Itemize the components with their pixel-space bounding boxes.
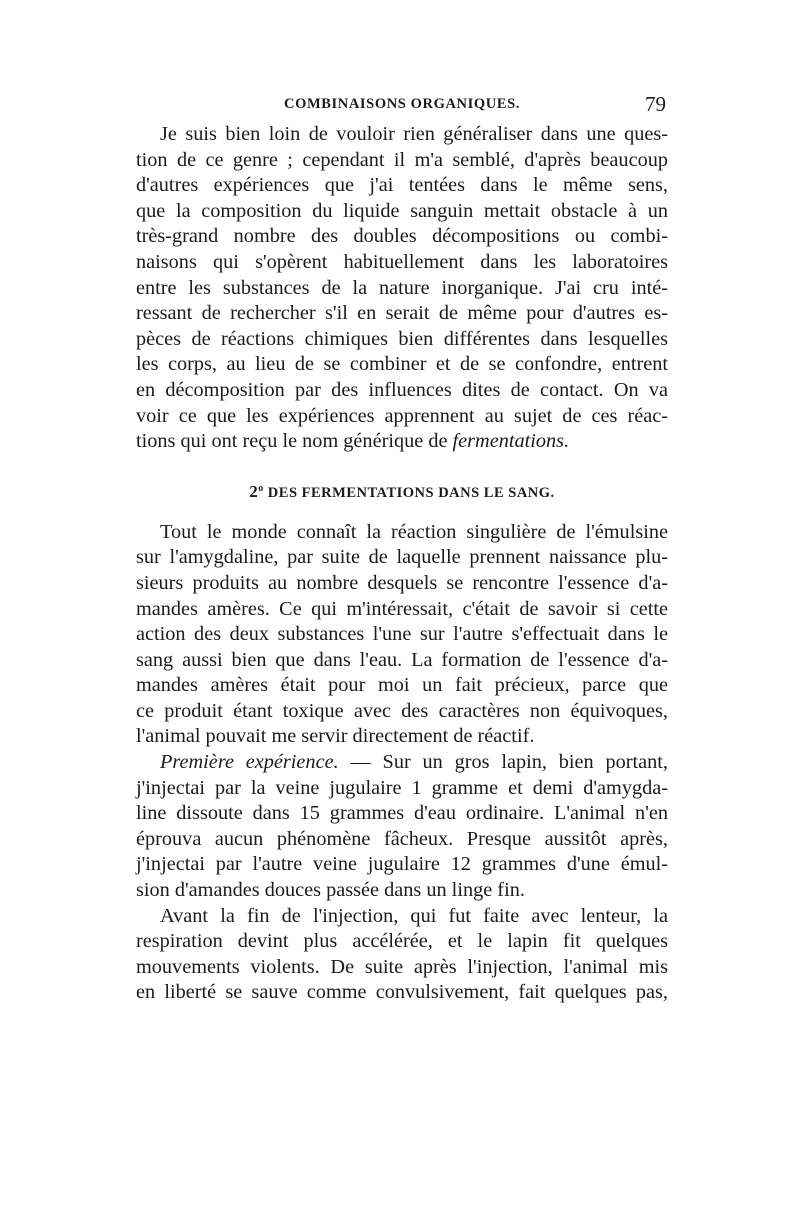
text-line: que la composition du liquide sanguin mettait obstacle à un <box>136 199 668 222</box>
text-line: sang aussi bien que dans l'eau. La formation de l'essence d'a- <box>136 648 668 671</box>
experiment-title: Première expérience. <box>160 751 339 774</box>
page-number: 79 <box>645 92 666 116</box>
text-line: l'animal pouvait me servir directement de réactif. <box>136 725 535 748</box>
text-line: voir ce que les expériences apprennent au sujet de ces réac- <box>136 404 668 427</box>
text-line: en liberté se sauve comme convulsivement, fait quelques pas, <box>136 981 668 1004</box>
book-page <box>136 92 668 1006</box>
text-line: Tout le monde connaît la réaction singulière de l'émulsine <box>160 520 668 543</box>
text-line: ce produit étant toxique avec des caractères non équivoques, <box>136 699 668 722</box>
text-line: sieurs produits au nombre desquels se rencontre l'essence d'a- <box>136 571 668 594</box>
section-title: DES FERMENTATIONS DANS LE SANG. <box>267 484 555 501</box>
section-number: 2 <box>249 481 259 501</box>
text-line: sur l'amygdaline, par suite de laquelle prennent naissance plu- <box>136 546 668 569</box>
text-line: pèces de réactions chimiques bien différentes dans lesquelles <box>136 327 668 350</box>
text-line: action des deux substances l'une sur l'autre s'effectuait dans le <box>136 623 668 646</box>
text-line: d'autres expériences que j'ai tentées dans le même sens, <box>136 174 668 197</box>
paragraph-emulsine <box>136 520 668 750</box>
text-line: en décomposition par des influences dites de contact. On va <box>136 378 668 401</box>
text-fragment: — Sur un gros lapin, bien portant, <box>338 751 668 774</box>
text-line: line dissoute dans 15 grammes d'eau ordinaire. L'animal n'en <box>136 802 668 825</box>
text-line: ressant de rechercher s'il en serait de même pour d'autres es- <box>136 302 668 325</box>
text-line: mandes amères était pour moi un fait précieux, parce que <box>136 674 668 697</box>
section-heading <box>136 480 668 501</box>
text-fragment: tions qui ont reçu le nom générique de <box>136 430 453 453</box>
paragraph-injection-result <box>136 904 668 1006</box>
paragraph-first-experiment <box>136 750 668 904</box>
text-line: mandes amères. Ce qui m'intéressait, c'était de savoir si cette <box>136 597 668 620</box>
text-line <box>136 429 668 455</box>
text-line: Je suis bien loin de vouloir rien généraliser dans une ques- <box>160 123 668 145</box>
running-title: COMBINAISONS ORGANIQUES. <box>284 96 520 112</box>
text-line: j'injectai par l'autre veine jugulaire 12 grammes d'une émul- <box>136 853 668 876</box>
text-line: entre les substances de la nature inorganique. J'ai cru inté- <box>136 276 668 299</box>
italic-term: fermentations. <box>452 430 570 453</box>
section-degree-sign: o <box>258 482 264 494</box>
text-line: respiration devint plus accélérée, et le lapin fit quelques <box>136 930 668 953</box>
text-line: les corps, au lieu de se combiner et de se confondre, entrent <box>136 353 668 376</box>
text-line: j'injectai par la veine jugulaire 1 gramme et demi d'amygda- <box>136 776 668 799</box>
text-line: Avant la fin de l'injection, qui fut faite avec lenteur, la <box>160 904 668 927</box>
paragraph-intro <box>136 122 668 455</box>
text-line: tion de ce genre ; cependant il m'a semblé, d'après beaucoup <box>136 148 668 171</box>
text-line: mouvements violents. De suite après l'injection, l'animal mis <box>136 955 668 978</box>
text-line: éprouva aucun phénomène fâcheux. Presque aussitôt après, <box>136 827 668 850</box>
text-line <box>136 750 668 776</box>
running-head <box>136 92 668 118</box>
text-line: naisons qui s'opèrent habituellement dans les laboratoires <box>136 250 668 273</box>
text-line: très-grand nombre des doubles décompositions ou combi- <box>136 225 668 248</box>
text-line: sion d'amandes douces passée dans un linge fin. <box>136 879 525 902</box>
